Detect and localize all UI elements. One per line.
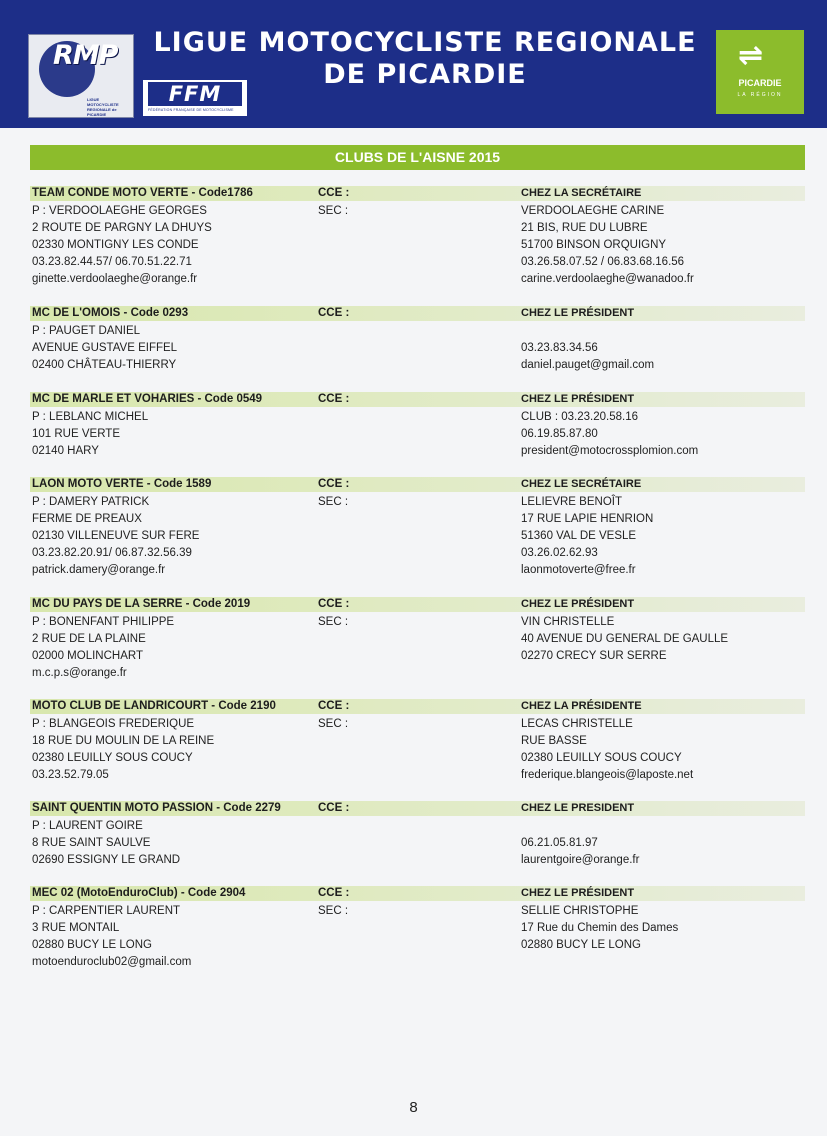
contact-detail-line: 03.23.83.34.56: [521, 342, 598, 354]
president-detail-line: 18 RUE DU MOULIN DE LA REINE: [32, 735, 215, 747]
section-title-banner: CLUBS DE L'AISNE 2015: [30, 145, 805, 170]
rmp-logo: [28, 34, 134, 118]
president-detail-line: 03.23.52.79.05: [32, 769, 109, 781]
contact-detail-line: 17 Rue du Chemin des Dames: [521, 922, 679, 934]
president-detail-line: 101 RUE VERTE: [32, 428, 120, 440]
contact-detail-line: daniel.pauget@gmail.com: [521, 359, 655, 371]
president-detail-line: 2 RUE DE LA PLAINE: [32, 633, 146, 645]
president-detail-line: 02380 LEUILLY SOUS COUCY: [32, 752, 193, 764]
club-name: TEAM CONDE MOTO VERTE - Code1786: [32, 187, 253, 199]
ffm-logo-mark: FFM: [148, 82, 242, 106]
contact-detail-line: VERDOOLAEGHE CARINE: [521, 205, 665, 217]
contact-title: CHEZ LA PRÉSIDENTE: [521, 700, 642, 712]
sec-label: SEC :: [318, 905, 349, 917]
cce-label: CCE :: [318, 802, 350, 814]
president-detail-line: P : BLANGEOIS FREDERIQUE: [32, 718, 195, 730]
club-name: SAINT QUENTIN MOTO PASSION - Code 2279: [32, 802, 281, 814]
club-name: MC DE L'OMOIS - Code 0293: [32, 307, 189, 319]
cce-label: CCE :: [318, 887, 350, 899]
president-detail-line: P : LEBLANC MICHEL: [32, 411, 149, 423]
contact-detail-line: 03.26.02.62.93: [521, 547, 598, 559]
club-name: MC DE MARLE ET VOHARIES - Code 0549: [32, 393, 263, 405]
contact-detail-line: LECAS CHRISTELLE: [521, 718, 633, 730]
picardie-logo-region: LA RÉGION: [737, 92, 783, 98]
president-detail-line: ginette.verdoolaeghe@orange.fr: [32, 273, 198, 285]
president-detail-line: P : LAURENT GOIRE: [32, 820, 143, 832]
contact-detail-line: 06.19.85.87.80: [521, 428, 598, 440]
sec-label: SEC :: [318, 718, 349, 730]
contact-detail-line: 51700 BINSON ORQUIGNY: [521, 239, 667, 251]
contact-detail-line: 02380 LEUILLY SOUS COUCY: [521, 752, 682, 764]
contact-title: CHEZ LE PRÉSIDENT: [521, 307, 635, 319]
contact-detail-line: 06.21.05.81.97: [521, 837, 598, 849]
contact-detail-line: carine.verdoolaeghe@wanadoo.fr: [521, 273, 694, 285]
sec-label: SEC :: [318, 616, 349, 628]
contact-detail-line: RUE BASSE: [521, 735, 587, 747]
president-detail-line: 02130 VILLENEUVE SUR FERE: [32, 530, 200, 542]
president-detail-line: patrick.damery@orange.fr: [32, 564, 166, 576]
contact-title: CHEZ LE SECRÉTAIRE: [521, 478, 642, 490]
president-detail-line: 02690 ESSIGNY LE GRAND: [32, 854, 181, 866]
club-name: LAON MOTO VERTE - Code 1589: [32, 478, 212, 490]
president-detail-line: 2 ROUTE DE PARGNY LA DHUYS: [32, 222, 212, 234]
president-detail-line: P : CARPENTIER LAURENT: [32, 905, 181, 917]
picardie-arrow-icon: ⇌: [738, 38, 764, 73]
contact-detail-line: 40 AVENUE DU GENERAL DE GAULLE: [521, 633, 729, 645]
page-header: [0, 0, 827, 128]
president-detail-line: 02880 BUCY LE LONG: [32, 939, 152, 951]
sec-label: SEC :: [318, 496, 349, 508]
contact-detail-line: 03.26.58.07.52 / 06.83.68.16.56: [521, 256, 685, 268]
title-line-1: LIGUE MOTOCYCLISTE REGIONALE: [153, 27, 697, 58]
club-name: MEC 02 (MotoEnduroClub) - Code 2904: [32, 887, 246, 899]
president-detail-line: AVENUE GUSTAVE EIFFEL: [32, 342, 178, 354]
president-detail-line: 3 RUE MONTAIL: [32, 922, 120, 934]
cce-label: CCE :: [318, 187, 350, 199]
club-name: MC DU PAYS DE LA SERRE - Code 2019: [32, 598, 251, 610]
president-detail-line: 03.23.82.20.91/ 06.87.32.56.39: [32, 547, 192, 559]
contact-detail-line: frederique.blangeois@laposte.net: [521, 769, 694, 781]
contact-detail-line: 51360 VAL DE VESLE: [521, 530, 637, 542]
club-name: MOTO CLUB DE LANDRICOURT - Code 2190: [32, 700, 276, 712]
contact-title: CHEZ LE PRÉSIDENT: [521, 887, 635, 899]
president-detail-line: 02000 MOLINCHART: [32, 650, 143, 662]
page-number: 8: [409, 1099, 418, 1116]
contact-detail-line: 02880 BUCY LE LONG: [521, 939, 641, 951]
rmp-logo-letters: RMP: [53, 40, 118, 71]
contact-detail-line: laurentgoire@orange.fr: [521, 854, 640, 866]
president-detail-line: motoenduroclub02@gmail.com: [32, 956, 192, 968]
contact-title: CHEZ LA SECRÉTAIRE: [521, 187, 642, 199]
title-line-2: DE PICARDIE: [323, 59, 527, 90]
contact-title: CHEZ LE PRESIDENT: [521, 802, 635, 814]
ffm-logo-tagline: FÉDÉRATION FRANÇAISE DE MOTOCYCLISME: [148, 108, 234, 112]
president-detail-line: FERME DE PREAUX: [32, 513, 142, 525]
rmp-logo-subtitle: LIGUE MOTOCYCLISTE REGIONALE de PICARDIE: [87, 97, 119, 117]
contact-detail-line: LELIEVRE BENOÎT: [521, 496, 622, 508]
president-detail-line: m.c.p.s@orange.fr: [32, 667, 127, 679]
contact-detail-line: 21 BIS, RUE DU LUBRE: [521, 222, 648, 234]
president-detail-line: P : DAMERY PATRICK: [32, 496, 150, 508]
president-detail-line: 8 RUE SAINT SAULVE: [32, 837, 151, 849]
contact-detail-line: 02270 CRECY SUR SERRE: [521, 650, 667, 662]
president-detail-line: P : VERDOOLAEGHE GEORGES: [32, 205, 207, 217]
page-title: [140, 27, 710, 91]
contact-detail-line: president@motocrossplomion.com: [521, 445, 699, 457]
sec-label: SEC :: [318, 205, 349, 217]
cce-label: CCE :: [318, 598, 350, 610]
president-detail-line: P : PAUGET DANIEL: [32, 325, 141, 337]
cce-label: CCE :: [318, 393, 350, 405]
contact-detail-line: VIN CHRISTELLE: [521, 616, 615, 628]
contact-detail-line: CLUB : 03.23.20.58.16: [521, 411, 638, 423]
picardie-region-logo: [716, 30, 804, 114]
president-detail-line: 02140 HARY: [32, 445, 99, 457]
contact-detail-line: 17 RUE LAPIE HENRION: [521, 513, 654, 525]
contact-detail-line: SELLIE CHRISTOPHE: [521, 905, 639, 917]
picardie-logo-name: PICARDIE: [738, 78, 782, 88]
contact-detail-line: laonmotoverte@free.fr: [521, 564, 636, 576]
cce-label: CCE :: [318, 478, 350, 490]
president-detail-line: 02400 CHÂTEAU-THIERRY: [32, 359, 177, 371]
cce-label: CCE :: [318, 307, 350, 319]
contact-title: CHEZ LE PRÉSIDENT: [521, 393, 635, 405]
president-detail-line: P : BONENFANT PHILIPPE: [32, 616, 175, 628]
cce-label: CCE :: [318, 700, 350, 712]
president-detail-line: 02330 MONTIGNY LES CONDE: [32, 239, 199, 251]
president-detail-line: 03.23.82.44.57/ 06.70.51.22.71: [32, 256, 192, 268]
contact-title: CHEZ LE PRÉSIDENT: [521, 598, 635, 610]
